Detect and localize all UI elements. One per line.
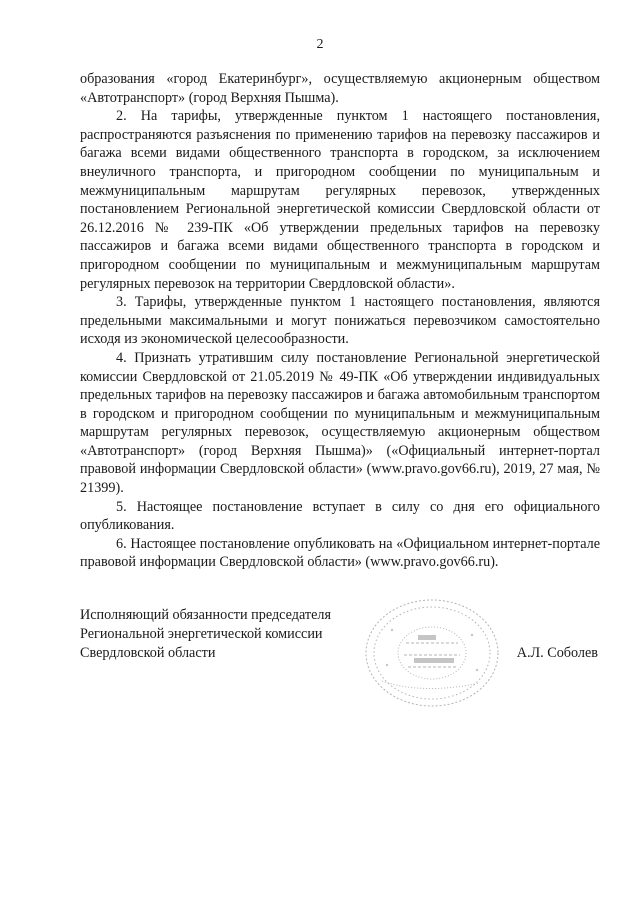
paragraph-continuation: образования «город Екатеринбург», осуществляемую акционерным обществом «Автотранспорт» (город Верхняя Пышма). bbox=[80, 71, 600, 106]
signatory-position bbox=[80, 606, 331, 663]
signature-block bbox=[80, 606, 600, 726]
paragraph-item-4: 4. Признать утратившим силу постановление Региональной энергетической комиссии Свердловской от 21.05.2019 № 49-ПК «Об утверждении индивидуальных предельных тарифов на перевозку пассажиров и багажа автомобильным транспортом в городском и пригородном сообщении по муниципальным и межмуниципальным маршрутам регулярных перевозок, осуществляемую акционерным обществом «Автотранспорт» (город Верхняя Пышма)» («Официальный интернет-портал правовой информации Свердловской области» (www.pravo.gov66.ru), 2019, 27 мая, № 21399). bbox=[80, 349, 600, 497]
paragraph-item-2: 2. На тарифы, утвержденные пунктом 1 настоящего постановления, распространяются разъяснения по применению тарифов на перевозку пассажиров и багажа всеми видами общественного транспорта в городском, за исключением внеуличного транспорта, и пригородном сообщении по муниципальным и межмуниципальным маршрутам регулярных перевозок, утвержденных постановлением Региональной энергетической комиссии Свердловской области от 26.12.2016 № 239-ПК «Об утверждении предельных тарифов на перевозку пассажиров и багажа всеми видами общественного транспорта в городском и пригородном сообщении по муниципальным и межмуниципальным маршрутам регулярных перевозок на территории Свердловской области». bbox=[80, 108, 600, 292]
paragraph-item-3: 3. Тарифы, утвержденные пунктом 1 настоящего постановления, являются предельными максимальными и могут понижаться перевозчиком самостоятельно исходя из экономической целесообразности. bbox=[80, 294, 600, 348]
signatory-title-line-2: Региональной энергетической комиссии bbox=[80, 626, 323, 642]
signatory-title-line-3: Свердловской области bbox=[80, 645, 216, 661]
signatory-title-line-1: Исполняющий обязанности председателя bbox=[80, 607, 331, 623]
document-body bbox=[80, 70, 600, 572]
paragraph-item-6: 6. Настоящее постановление опубликовать на «Официальном интернет-портале правовой информации Свердловской области» (www.pravo.gov66.ru). bbox=[80, 535, 600, 571]
signatory-name: А.Л. Соболев bbox=[516, 645, 598, 661]
paragraph-item-5: 5. Настоящее постановление вступает в силу со дня его официального опубликования. bbox=[80, 498, 600, 534]
page-number: 2 bbox=[316, 37, 324, 52]
